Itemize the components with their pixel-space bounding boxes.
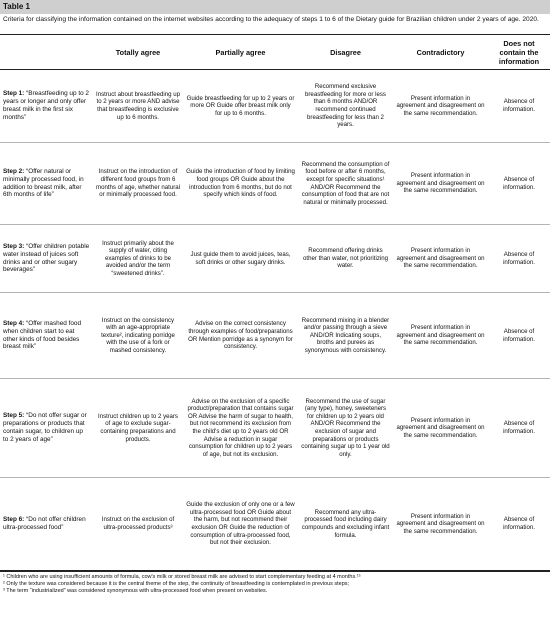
table-row (0, 143, 550, 225)
step-label: Step 2: (3, 167, 25, 175)
footnotes (0, 571, 550, 596)
step-text: “Breastfeeding up to 2 years or longer and only offer breast milk in the first six months” (3, 90, 89, 121)
header-disagree: Disagree (298, 35, 393, 70)
cell-absent: Absence of information. (488, 225, 550, 293)
step-text: “Do not offer children ultra-processed food” (3, 516, 86, 531)
step-label: Step 4: (3, 319, 25, 327)
cell-totally-agree: Instruct on the introduction of different food groups from 6 months of age, whether natural or minimally processed food. (93, 143, 183, 225)
cell-totally-agree: Instruct primarily about the supply of water, citing examples of drinks to be avoided and/or the term “sweetened drinks”. (93, 225, 183, 293)
cell-contradictory: Present information in agreement and disagreement on the same recommendation. (396, 512, 485, 535)
cell-totally-agree: Instruct on the consistency with an age-appropriate texture², indicating porridge with the use of a fork or mashed consistency. (93, 293, 183, 379)
cell-contradictory: Present information in agreement and disagreement on the same recommendation. (393, 379, 488, 478)
table-caption: Criteria for classifying the information contained on the internet websites according to the adequacy of steps 1 to 6 of the Dietary guide for Brazilian children under 2 years of age. 2020. (3, 16, 539, 23)
step-label: Step 5: (3, 412, 25, 420)
cell-step (0, 478, 93, 571)
cell-disagree: Recommend any ultra-processed food including dairy compounds and excluding infant formula. (301, 508, 390, 539)
footnote: ² Only the texture was considered because it is the central theme of the step, the continuity of breastfeeding is contemplated in previous steps; (3, 581, 350, 588)
table-row (0, 225, 550, 293)
cell-step (0, 143, 93, 225)
header-row (0, 35, 550, 70)
step-label: Step 1: (3, 90, 25, 98)
cell-contradictory: Present information in agreement and disagreement on the same recommendation. (393, 70, 488, 143)
table-row (0, 293, 550, 379)
criteria-table (0, 34, 550, 571)
cell-disagree: Recommend the consumption of food before or after 6 months, except for specific situations¹ AND/OR Recommend the consumption of food that are not natural or minimally processed. (298, 143, 393, 225)
step-text: “Offer mashed food when children start to eat other kinds of food besides breast milk” (3, 319, 82, 351)
cell-totally-agree: Instruct children up to 2 years of age to exclude sugar-containing preparations and products. (93, 379, 183, 478)
step-label: Step 6: (3, 516, 25, 524)
cell-partially-agree: Guide breastfeeding for up to 2 years or more OR Guide offer breast milk only for up to 6 months. (183, 70, 298, 143)
cell-contradictory: Present information in agreement and disagreement on the same recommendation. (393, 143, 488, 225)
cell-partially-agree: Advise on the exclusion of a specific product/preparation that contains sugar OR Advise the harm of sugar to health, but not recommend its exclusion from the child's diet up to 2 years old OR Advise a reduction in sugar consumption for children up to 2 years of age, but not its exclusion. (183, 379, 298, 478)
header-step (0, 35, 93, 70)
table-body (0, 70, 550, 571)
cell-disagree: Recommend exclusive breastfeeding for more or less than 6 months AND/OR recommend continued breastfeeding for less than 2 years. (298, 70, 393, 143)
cell-totally-agree: Instruct about breastfeeding up to 2 years or more AND advise that breastfeeding is exclusive up to 6 months. (93, 70, 183, 143)
cell-partially-agree: Advise on the correct consistency through examples of food/preparations OR Mention porridge as a synonym for consistency. (183, 293, 298, 379)
table-row (0, 379, 550, 478)
cell-partially-agree: Guide the exclusion of only one or a few ultra-processed food OR Guide about the harm, but not recommend their exclusion OR Guide the reduction of consumption of ultra-processed food, but not their exclusion. (186, 501, 295, 547)
cell-contradictory: Present information in agreement and disagreement on the same recommendation. (393, 293, 488, 379)
cell-step (0, 225, 93, 293)
cell-absent: Absence of information. (488, 143, 550, 225)
step-text: “Do not offer sugar or preparations or products that contain sugar, to children up to 2 years of age” (3, 412, 87, 443)
footnote: ³ The term “industrialized” was considered synonymous with ultra-processed food when present on websites. (3, 588, 268, 595)
cell-absent: Absence of information. (488, 293, 550, 379)
footnote: ¹ Children who are using insufficient amounts of formula, cow's milk or stored breast milk are advised to start complementary feeding at 4 months.¹⁵ (3, 574, 361, 580)
cell-disagree: Recommend offering drinks other than water, not prioritizing water. (298, 225, 393, 293)
step-label: Step 3: (3, 242, 25, 250)
cell-absent: Absence of information. (503, 516, 535, 531)
cell-step (0, 293, 93, 379)
cell-step (0, 70, 93, 143)
cell-disagree: Recommend the use of sugar (any type), honey, sweeteners for children up to 2 years old AND/OR Recommend the exclusion of sugar and preparations or products containing sugar up to 1 year old only. (298, 379, 393, 478)
cell-partially-agree: Guide the introduction of food by limiting food groups OR Guide about the introduction from 6 months, but do not specify which kinds of food. (183, 143, 298, 225)
step-text: “Offer children potable water instead of juices soft drinks and or other sugary beverages” (3, 242, 90, 274)
cell-disagree: Recommend mixing in a blender and/or passing through a sieve AND/OR Indicating soups, broths and purees as synonymous with consistency. (298, 293, 393, 379)
cell-partially-agree: Just guide them to avoid juices, teas, soft drinks or other sugary drinks. (183, 225, 298, 293)
cell-step (0, 379, 93, 478)
cell-absent: Absence of information. (488, 70, 550, 143)
header-totally-agree: Totally agree (93, 35, 183, 70)
header-absent: Does not contain the information (488, 35, 550, 70)
cell-absent: Absence of information. (488, 379, 550, 478)
table-label: Table 1 (0, 0, 550, 14)
table-row (0, 70, 550, 143)
cell-totally-agree: Instruct on the exclusion of ultra-processed products³ (101, 516, 175, 531)
header-contradictory: Contradictory (393, 35, 488, 70)
step-text: “Offer natural or minimally processed food, in addition to breast milk, after 6th months of life” (3, 167, 84, 199)
table-row (0, 478, 550, 571)
cell-contradictory: Present information in agreement and disagreement on the same recommendation. (393, 225, 488, 293)
header-partially-agree: Partially agree (183, 35, 298, 70)
